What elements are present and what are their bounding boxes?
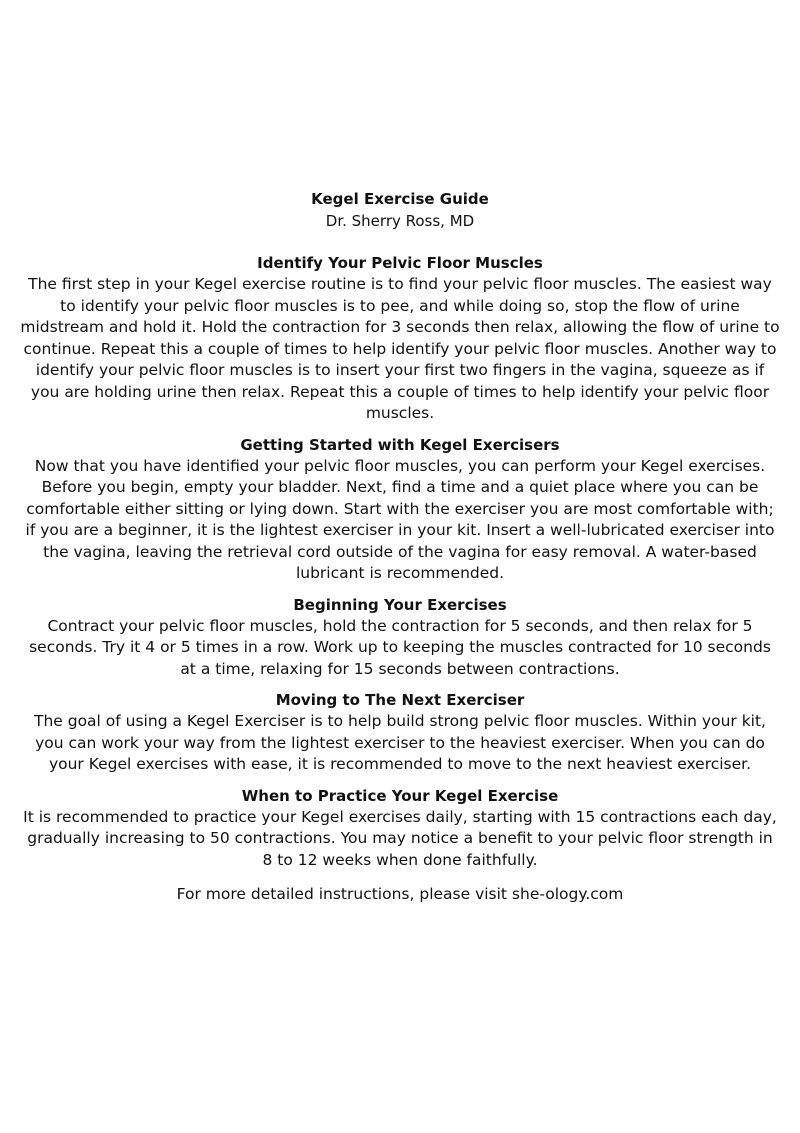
document-title: Kegel Exercise Guide: [311, 190, 489, 208]
section-body: The goal of using a Kegel Exerciser is to help build strong pelvic floor muscles. Within your kit, you can work your way from the lightest exerciser to the heaviest exerciser. When you can do your Kegel exercises with ease, it is recommended to move to the next heaviest exerciser.: [33, 712, 766, 773]
document: [20, 188, 780, 905]
section-body: Contract your pelvic floor muscles, hold the contraction for 5 seconds, and then relax for 5 seconds. Try it 4 or 5 times in a row. Work up to keeping the muscles contracted for 10 seconds at a time, relaxing for 15 seconds between contractions.: [29, 616, 771, 678]
section-body: The first step in your Kegel exercise routine is to find your pelvic floor muscles. The easiest way to identify your pelvic floor muscles is to pee, and while doing so, stop the flow of urine midstream and hold it. Hold the contraction for 3 seconds then relax, allowing the flow of urine to continue. Repeat this a couple of times to help identify your pelvic floor muscles. Another way to identify your pelvic floor muscles is to insert your first two fingers in the vagina, squeeze as if you are holding urine then relax. Repeat this a couple of times to help identify your pelvic floor muscles.: [20, 275, 780, 422]
section-getting-started: [20, 435, 780, 585]
section-body: It is recommended to practice your Kegel exercises daily, starting with 15 contractions each day, gradually increasing to 50 contractions. You may notice a benefit to your pelvic floor strength in 8 to 12 weeks when done faithfully.: [23, 807, 777, 869]
section-when-to-practice: [20, 786, 780, 872]
section-beginning-exercises: [20, 595, 780, 681]
section-identify-muscles: [20, 253, 780, 425]
section-heading: Beginning Your Exercises: [293, 595, 507, 614]
footer-note: For more detailed instructions, please visit she-ology.com: [176, 885, 624, 903]
section-next-exerciser: [20, 690, 780, 776]
section-heading: Identify Your Pelvic Floor Muscles: [257, 254, 543, 272]
section-body: Now that you have identified your pelvic floor muscles, you can perform your Kegel exercises. Before you begin, empty your bladder. Next, find a time and a quiet place where you can be comfortable either sitting or lying down. Start with the exerciser you are most comfortable with; if you are a beginner, it is the lightest exerciser in your kit. Insert a well-lubricated exerciser into the vagina, leaving the retrieval cord outside of the vagina for easy removal. A water-based lubricant is recommended.: [25, 456, 775, 582]
document-author: Dr. Sherry Ross, MD: [325, 212, 475, 230]
section-heading: Getting Started with Kegel Exercisers: [240, 435, 560, 454]
section-heading: Moving to The Next Exerciser: [275, 691, 525, 709]
section-heading: When to Practice Your Kegel Exercise: [241, 786, 559, 805]
